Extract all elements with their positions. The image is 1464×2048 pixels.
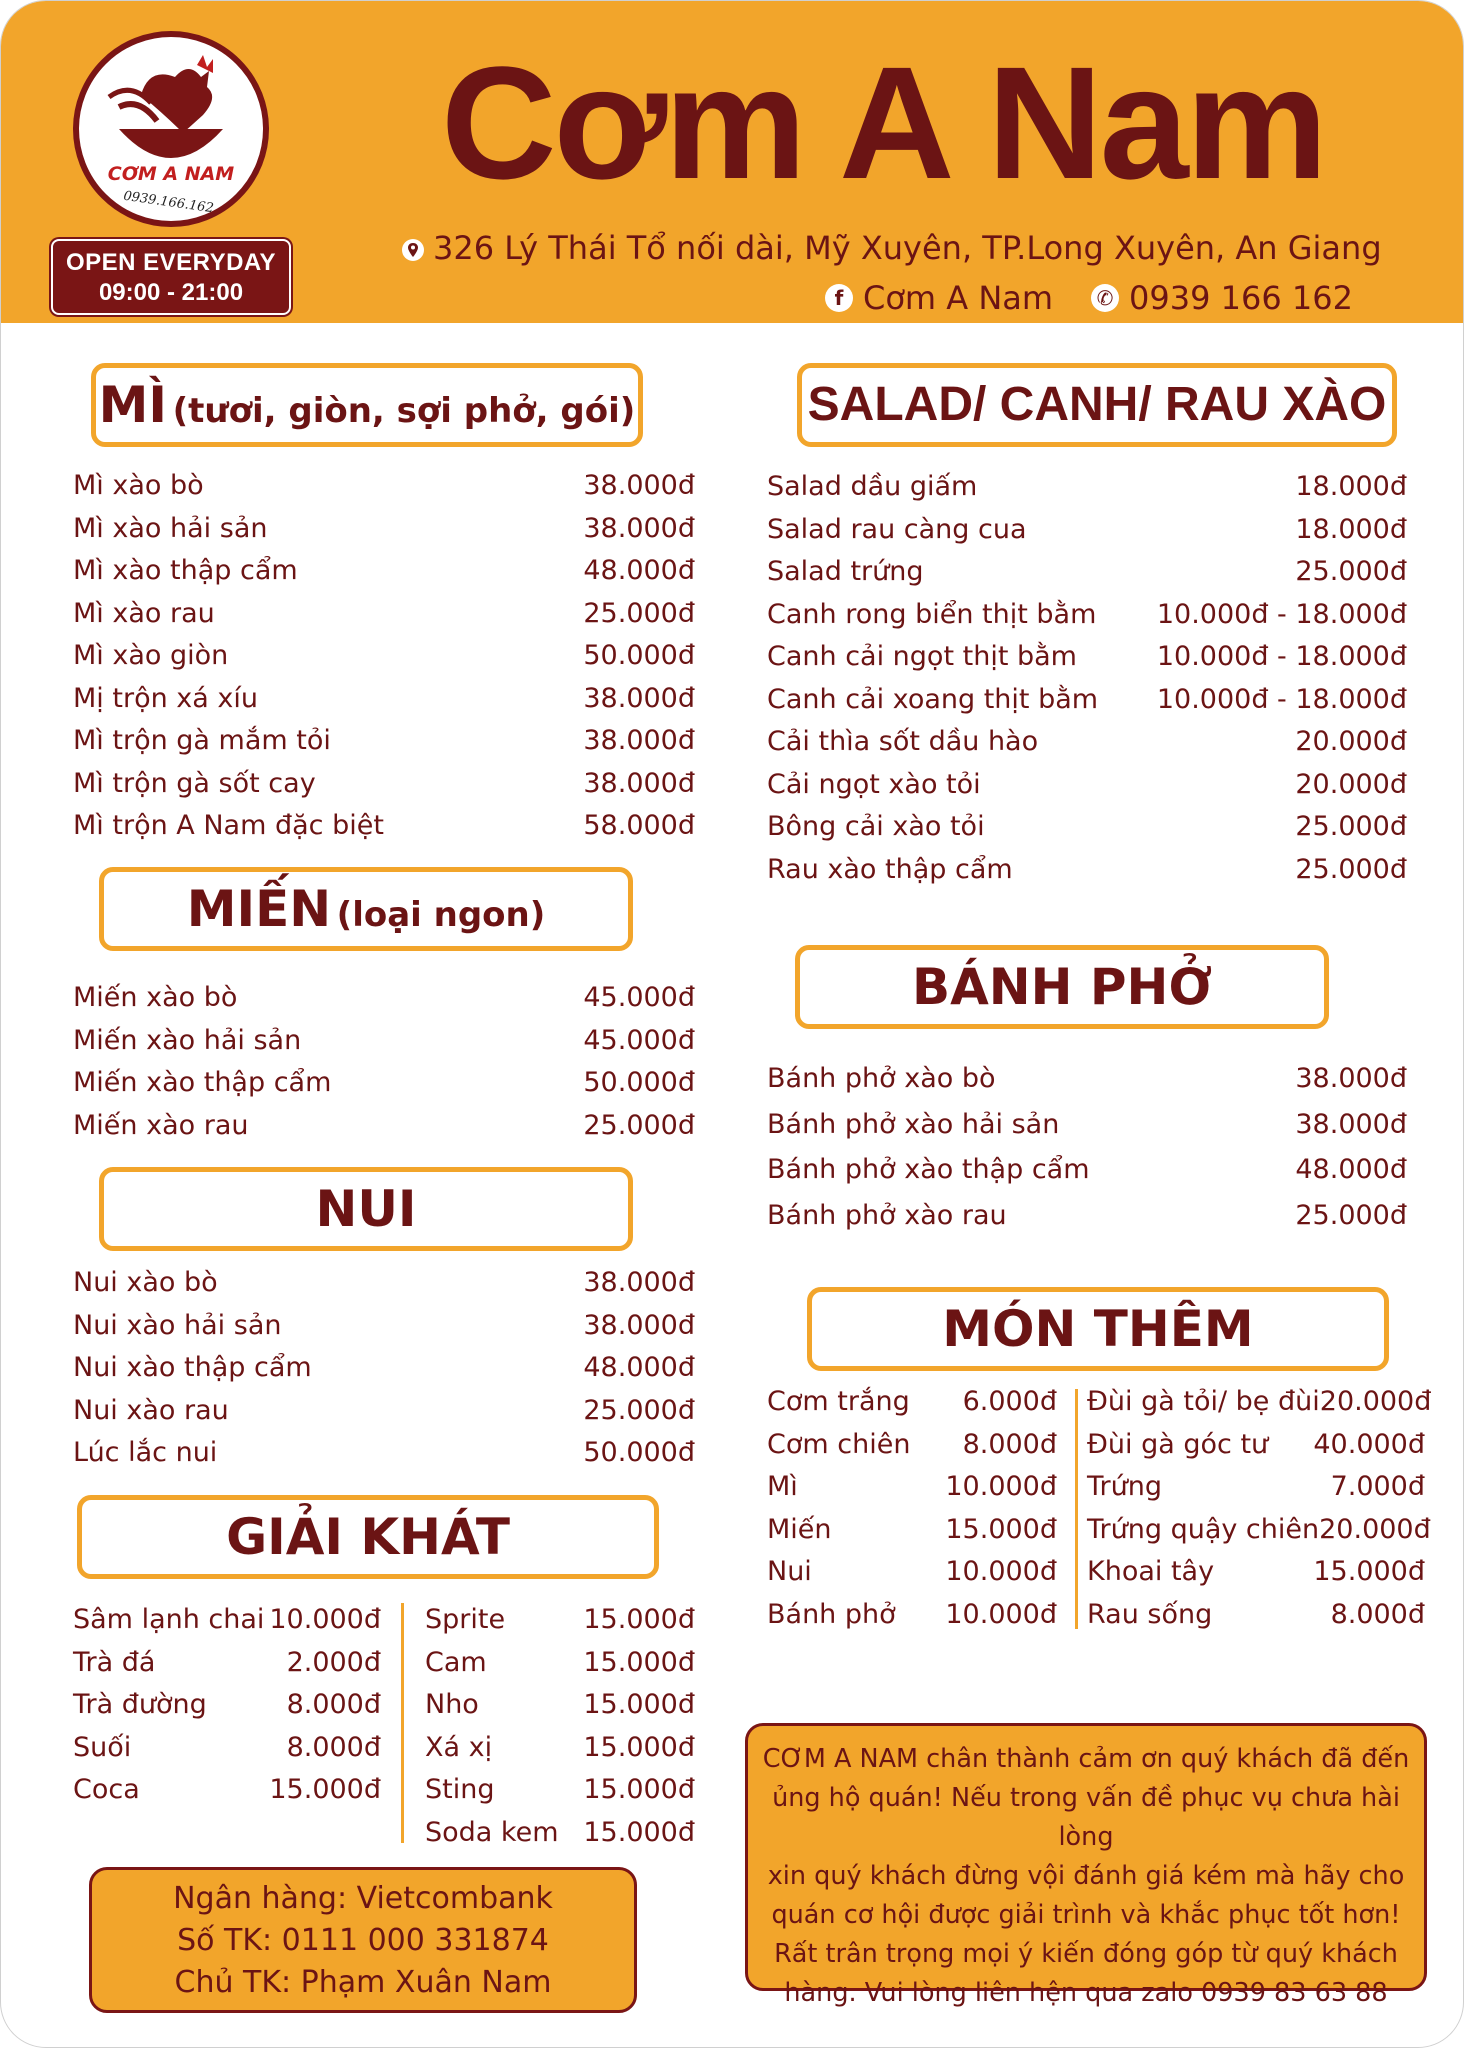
menu-item-price: 10.000đ [945, 1556, 1057, 1587]
menu-item-price: 10.000đ - 18.000đ [1156, 598, 1407, 630]
menu-item [767, 1147, 1407, 1193]
contact-row [825, 279, 1353, 317]
menu-item-name: Sting [425, 1774, 495, 1805]
section-title-nui [99, 1167, 633, 1251]
menu-item [767, 806, 1407, 849]
menu-item-name: Nui xào bò [73, 1267, 218, 1298]
menu-item [73, 1769, 381, 1812]
mi-title: MÌ [98, 376, 168, 434]
menu-item [425, 1684, 695, 1727]
menu-item-name: Mì [767, 1471, 798, 1502]
location-pin-icon [401, 238, 425, 262]
menu-item-name: Khoai tây [1087, 1556, 1215, 1587]
menu-item-price: 10.000đ [269, 1604, 381, 1635]
menu-item [73, 1062, 695, 1105]
menu-item [425, 1812, 695, 1855]
menu-item-name: Mì xào hải sản [73, 512, 268, 544]
menu-item [767, 1594, 1057, 1637]
thank-you-note [745, 1723, 1427, 2008]
menu-item-name: Đùi gà tỏi/ bẹ đùi [1087, 1386, 1320, 1417]
logo-phone: 0939.166.162 [122, 188, 215, 217]
menu-item-price: 8.000đ [286, 1731, 381, 1763]
phone-icon: ✆ [1091, 284, 1119, 312]
menu-item-price: 15.000đ [583, 1604, 695, 1635]
menu-list-banh-pho [767, 1056, 1407, 1238]
thanks-line: ủng hộ quán! Nếu trong vấn đề phục vụ chưa hài lòng [772, 1783, 1400, 1852]
menu-item [73, 678, 695, 721]
menu-item [425, 1727, 695, 1770]
menu-item-price: 38.000đ [583, 1267, 695, 1298]
menu-item [73, 1347, 695, 1390]
address [401, 229, 1382, 267]
menu-item [73, 1262, 695, 1305]
menu-item-name: Xá xị [425, 1731, 493, 1763]
menu-item-name: Trứng quậy chiên [1087, 1513, 1320, 1545]
menu-item-name: Bánh phở xào thập cẩm [767, 1154, 1090, 1185]
menu-item-price: 50.000đ [583, 1067, 695, 1098]
menu-item-price: 15.000đ [1313, 1556, 1425, 1587]
facebook-name[interactable]: Cơm A Nam [863, 279, 1054, 317]
menu-item [767, 849, 1407, 892]
menu-item-price: 38.000đ [583, 1309, 695, 1341]
menu-item [73, 977, 695, 1020]
menu-item [73, 1105, 695, 1148]
menu-item [767, 466, 1407, 509]
menu-item-price: 38.000đ [583, 512, 695, 544]
menu-item-name: Miến xào bò [73, 982, 238, 1013]
section-title-giai-khat [77, 1495, 659, 1579]
menu-item-name: Canh cải xoang thịt bằm [767, 683, 1099, 715]
divider [1075, 1389, 1078, 1629]
menu-item [73, 465, 695, 508]
menu-item-name: Miến [767, 1513, 832, 1545]
menu-item-name: Trứng [1087, 1471, 1162, 1502]
menu-list-mon-them-right [1087, 1381, 1432, 1636]
menu-item [767, 1193, 1407, 1239]
menu-item-name: Cơm chiên [767, 1428, 911, 1460]
menu-item-name: Trà đá [73, 1646, 156, 1678]
menu-item-name: Nui xào thập cẩm [73, 1352, 312, 1383]
menu-item [767, 1466, 1057, 1509]
mi-subtitle: (tươi, giòn, sợi phở, gói) [172, 391, 636, 431]
menu-item-price: 48.000đ [583, 1352, 695, 1383]
menu-item-name: Cải thìa sốt dầu hào [767, 726, 1039, 757]
section-title-salad [797, 363, 1397, 447]
divider [401, 1603, 404, 1843]
menu-item-price: 58.000đ [583, 810, 695, 841]
menu-item [73, 720, 695, 763]
menu-item-price: 25.000đ [583, 597, 695, 629]
menu-item-price: 50.000đ [583, 1437, 695, 1468]
bank-account-holder: Chủ TK: Phạm Xuân Nam [174, 1965, 552, 2000]
menu-item-name: Canh rong biển thịt bằm [767, 598, 1097, 630]
menu-item-price: 8.000đ [286, 1689, 381, 1720]
menu-item-price: 15.000đ [583, 1816, 695, 1848]
menu-item-name: Bánh phở [767, 1598, 896, 1630]
menu-item [425, 1642, 695, 1685]
menu-item-name: Trà đường [73, 1689, 207, 1720]
menu-item-name: Canh cải ngọt thịt bằm [767, 641, 1077, 672]
menu-item-price: 38.000đ [583, 470, 695, 501]
menu-item [1087, 1551, 1425, 1594]
menu-item-name: Salad rau càng cua [767, 513, 1027, 545]
menu-item-price: 10.000đ [945, 1598, 1057, 1630]
menu-item [767, 679, 1407, 722]
menu-item-name: Bánh phở xào rau [767, 1199, 1007, 1231]
restaurant-name: Cơm A Nam [441, 33, 1325, 212]
menu-item-name: Cải ngọt xào tỏi [767, 768, 981, 800]
menu-list-giai-khat-right [425, 1599, 695, 1854]
menu-item [73, 1432, 695, 1475]
menu-item-name: Mì xào bò [73, 470, 204, 501]
menu-item-price: 20.000đ [1295, 726, 1407, 757]
bank-info [89, 1867, 637, 2013]
logo [73, 31, 269, 227]
menu-item-name: Miến xào hải sản [73, 1024, 302, 1056]
menu-item-price: 15.000đ [583, 1731, 695, 1763]
mien-title: MIẾN [186, 880, 332, 938]
menu-item-name: Cơm trắng [767, 1386, 910, 1417]
menu-item-name: Bánh phở xào hải sản [767, 1108, 1060, 1140]
menu-item [1087, 1594, 1425, 1637]
menu-list-mon-them-left [767, 1381, 1057, 1636]
menu-item-name: Sprite [425, 1604, 506, 1635]
menu-item [767, 509, 1407, 552]
menu-item-name: Mì trộn gà sốt cay [73, 767, 316, 799]
menu-item [73, 1390, 695, 1433]
menu-list-nui [73, 1262, 695, 1475]
menu-item-name: Mì xào thập cẩm [73, 555, 298, 586]
menu-item [767, 1056, 1407, 1102]
address-text: 326 Lý Thái Tổ nối dài, Mỹ Xuyên, TP.Long Xuyên, An Giang [433, 229, 1382, 267]
menu-list-mi [73, 465, 695, 848]
menu-item [73, 550, 695, 593]
menu-item-price: 25.000đ [1295, 1199, 1407, 1231]
menu-item-name: Mì xào giòn [73, 640, 229, 671]
menu-item-price: 8.000đ [962, 1428, 1057, 1460]
menu-item-name: Mì trộn gà mắm tỏi [73, 725, 331, 756]
menu-item-name: Mì xào rau [73, 597, 215, 629]
giai-khat-title: GIẢI KHÁT [226, 1508, 510, 1566]
menu-item-price: 10.000đ - 18.000đ [1156, 641, 1407, 672]
banh-pho-title: BÁNH PHỞ [911, 958, 1213, 1016]
menu-item [767, 1381, 1057, 1424]
mon-them-title: MÓN THÊM [942, 1300, 1254, 1358]
phone-number[interactable]: 0939 166 162 [1129, 279, 1353, 317]
menu-item-price: 10.000đ - 18.000đ [1156, 683, 1407, 715]
menu-item-name: Cam [425, 1646, 487, 1678]
menu-item-price: 10.000đ [945, 1471, 1057, 1502]
hours-time: 09:00 - 21:00 [98, 279, 244, 306]
section-title-mon-them [807, 1287, 1389, 1371]
menu-item-price: 48.000đ [1295, 1154, 1407, 1185]
menu-item-price: 25.000đ [583, 1109, 695, 1141]
menu-item-price: 15.000đ [583, 1646, 695, 1678]
menu-item-price: 15.000đ [945, 1513, 1057, 1545]
menu-item [425, 1769, 695, 1812]
section-title-banh-pho [795, 945, 1329, 1029]
menu-item [767, 1509, 1057, 1552]
menu-item-name: Rau xào thập cẩm [767, 853, 1013, 885]
menu-item-price: 38.000đ [583, 725, 695, 756]
menu-item-price: 38.000đ [1295, 1108, 1407, 1140]
menu-item-price: 20.000đ [1295, 768, 1407, 800]
menu-item [1087, 1424, 1425, 1467]
menu-item-name: Nho [425, 1689, 479, 1720]
menu-item-name: Miến xào rau [73, 1109, 249, 1141]
nui-title: NUI [315, 1180, 417, 1238]
menu-item [73, 1727, 381, 1770]
header-banner [1, 1, 1464, 323]
thanks-line: CƠM A NAM chân thành cảm ơn quý khách đã đến [762, 1744, 1410, 1774]
menu-item-price: 48.000đ [583, 555, 695, 586]
menu-item-price: 18.000đ [1295, 471, 1407, 502]
menu-list-salad [767, 466, 1407, 891]
section-title-mien [99, 867, 633, 951]
menu-item-price: 38.000đ [1295, 1063, 1407, 1094]
menu-item [767, 1424, 1057, 1467]
menu-item-name: Lúc lắc nui [73, 1437, 218, 1468]
menu-item-price: 45.000đ [583, 982, 695, 1013]
menu-item [73, 805, 695, 848]
menu-item-price: 38.000đ [583, 767, 695, 799]
menu-item-name: Bánh phở xào bò [767, 1063, 996, 1094]
menu-list-giai-khat-left [73, 1599, 381, 1812]
menu-item [767, 636, 1407, 679]
menu-item-price: 25.000đ [1295, 853, 1407, 885]
menu-item-price: 25.000đ [583, 1394, 695, 1426]
menu-item-name: Mị trộn xá xíu [73, 682, 258, 714]
menu-item-price: 6.000đ [962, 1386, 1057, 1417]
salad-title: SALAD/ CANH/ RAU XÀO [807, 378, 1387, 431]
bank-name: Ngân hàng: Vietcombank [173, 1881, 553, 1916]
menu-item [767, 721, 1407, 764]
logo-text: CƠM A NAM [107, 163, 235, 185]
menu-item-price: 2.000đ [286, 1646, 381, 1678]
menu-item-name: Nui [767, 1556, 812, 1587]
thanks-line: quán cơ hội được giải trình và khắc phục tốt hơn! [771, 1900, 1401, 1930]
thanks-line: Rất trân trọng mọi ý kiến đóng góp từ quý khách [774, 1939, 1398, 1969]
menu-item [73, 1642, 381, 1685]
menu-item [425, 1599, 695, 1642]
menu-item-name: Salad dầu giấm [767, 471, 978, 502]
hours-label: OPEN EVERYDAY [65, 249, 277, 276]
menu-item-name: Nui xào hải sản [73, 1309, 282, 1341]
menu-item-name: Nui xào rau [73, 1394, 229, 1426]
menu-item-name: Đùi gà góc tư [1087, 1428, 1269, 1460]
menu-item-name: Sâm lạnh chai [73, 1604, 265, 1635]
menu-item [73, 508, 695, 551]
menu-item-name: Salad trứng [767, 556, 924, 587]
menu-item-name: Bông cải xào tỏi [767, 811, 985, 842]
thanks-line: xin quý khách đừng vội đánh giá kém mà hãy cho [767, 1861, 1405, 1891]
menu-item-price: 45.000đ [583, 1024, 695, 1056]
rooster-bowl-icon [79, 37, 263, 221]
menu-item-name: Suối [73, 1731, 132, 1763]
menu-item-price: 7.000đ [1330, 1471, 1425, 1502]
menu-item [73, 1684, 381, 1727]
menu-item [73, 763, 695, 806]
menu-item-price: 38.000đ [583, 682, 695, 714]
thanks-line: hàng. Vui lòng liên hện qua zalo 0939 83 63 88 [784, 1978, 1388, 2008]
mien-subtitle: (loại ngon) [336, 895, 546, 935]
menu-item-name: Miến xào thập cẩm [73, 1067, 332, 1098]
bank-account-number: Số TK: 0111 000 331874 [177, 1923, 549, 1958]
menu-item-price: 25.000đ [1295, 811, 1407, 842]
menu-item-price: 18.000đ [1295, 513, 1407, 545]
menu-item [73, 593, 695, 636]
menu-item-price: 15.000đ [269, 1774, 381, 1805]
menu-item-price: 8.000đ [1330, 1598, 1425, 1630]
menu-item-price: 20.000đ [1319, 1386, 1432, 1417]
menu-item-name: Rau sống [1087, 1598, 1213, 1630]
menu-item-name: Soda kem [425, 1816, 559, 1848]
menu-item [767, 551, 1407, 594]
menu-item [767, 1551, 1057, 1594]
menu-item-price: 50.000đ [583, 640, 695, 671]
section-title-mi [91, 363, 643, 447]
menu-item [73, 1599, 381, 1642]
menu-item [767, 1102, 1407, 1148]
menu-item [767, 594, 1407, 637]
menu-item-name: Mì trộn A Nam đặc biệt [73, 810, 384, 841]
menu-item [73, 1305, 695, 1348]
menu-item [1087, 1381, 1432, 1424]
menu-item [73, 635, 695, 678]
menu-item [1087, 1466, 1425, 1509]
menu-list-mien [73, 977, 695, 1147]
menu-item-price: 15.000đ [583, 1774, 695, 1805]
menu-item-price: 20.000đ [1319, 1513, 1431, 1545]
menu-item-name: Coca [73, 1774, 140, 1805]
opening-hours-badge [51, 239, 291, 315]
menu-item [73, 1020, 695, 1063]
menu-item-price: 25.000đ [1295, 556, 1407, 587]
menu-item [767, 764, 1407, 807]
facebook-icon: f [825, 284, 853, 312]
menu-item-price: 15.000đ [583, 1689, 695, 1720]
menu-item [1087, 1509, 1431, 1552]
menu-item-price: 40.000đ [1313, 1428, 1425, 1460]
